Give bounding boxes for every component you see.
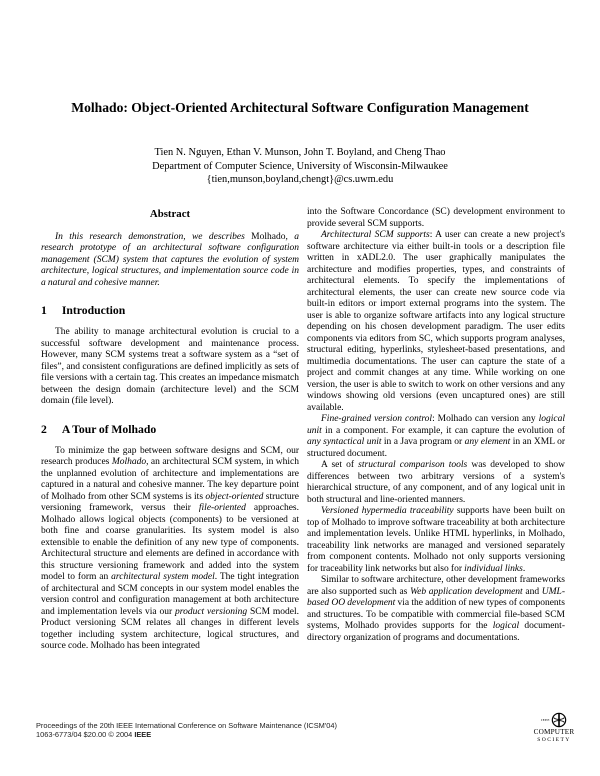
paragraph-continuation: into the Software Concordance (SC) development environment to provide several SCM supports. bbox=[307, 207, 565, 229]
copyright-footer bbox=[36, 721, 376, 739]
abstract-heading: Abstract bbox=[149, 208, 191, 220]
section-1-number: 1 bbox=[41, 304, 47, 317]
ieee-tiny-label: IEEE bbox=[541, 718, 550, 722]
footer-issn-line: 1063-6773/04 $20.00 © 2004 IEEE bbox=[36, 730, 152, 740]
paragraph-comparison-tools: A set of structural comparison tools was developed to show differences between two arbitrary versions of a system's hierarchical structure, of any component, and of any logical unit in both structural and line-oriented manners. bbox=[307, 460, 565, 505]
author-emails: {tien,munson,boyland,chengt}@cs.uwm.edu bbox=[206, 174, 394, 186]
section-1-heading bbox=[41, 304, 299, 317]
section-2-number: 2 bbox=[41, 422, 47, 436]
ieee-cs-emblem-row bbox=[521, 711, 587, 729]
paragraph-intro: The ability to manage architectural evolution is crucial to a successful software development and maintenance process. However, many SCM systems treat a software system as a “set of files”, and consistent configurations are defined implicitly as sets of file versions with a certain tag. This creates an impedance mismatch between the design domain (architecture level) and the SCM domain (file level). bbox=[41, 327, 299, 406]
ieee-cs-emblem-icon bbox=[551, 712, 567, 728]
footer-proceedings-line: Proceedings of the 20th IEEE International Conference on Software Maintenance (ICSM'04) bbox=[36, 721, 337, 730]
paragraph-traceability: Versioned hypermedia traceability supports have been built on top of Molhado to improve software traceability at both architecture and implementation levels. Unlike HTML hyperlinks, in Molhado, traceability link networks are managed and versioned separately from component contents. Molhado not only supports versioning for traceability link networks but also for individual links. bbox=[307, 506, 565, 574]
paper-title: Molhado: Object-Oriented Architectural Software Configuration Management bbox=[71, 100, 529, 115]
left-column bbox=[41, 207, 299, 653]
section-2-heading bbox=[41, 423, 299, 436]
logo-text-computer: COMPUTER bbox=[533, 728, 575, 736]
paragraph-fine-grained: Fine-grained version control: Molhado can version any logical unit in a component. For example, it can capture the evolution of any syntactical unit in a Java program or any element in an XML or structured document. bbox=[307, 414, 566, 459]
section-1-title: Introduction bbox=[61, 304, 126, 317]
abstract-text: In this research demonstration, we describes Molhado, a research prototype of an architectural software configuration management (SCM) system that captures the evolution of system architecture, logical structures, and implementation source code in a natural and cohesive manner. bbox=[41, 231, 299, 288]
author-block bbox=[0, 146, 600, 187]
author-names: Tien N. Nguyen, Ethan V. Munson, John T. Boyland, and Cheng Thao bbox=[154, 147, 446, 158]
author-affiliation: Department of Computer Science, University of Wisconsin-Milwaukee bbox=[152, 160, 448, 172]
ieee-computer-society-logo bbox=[521, 711, 587, 743]
paragraph-other-frameworks: Similar to software architecture, other development frameworks are also supported such as Web application development and UML-based OO development via the addition of new types of components and structures. To be compatible with commercial file-based SCM systems, Molhado provides supports for the logical document-directory organization of programs and documentations. bbox=[307, 575, 565, 643]
right-column bbox=[307, 207, 565, 644]
paragraph-tour: To minimize the gap between software designs and SCM, our research produces Molhado, an architectural SCM system, in which the unplanned evolution of architecture and implementations are captured in a natural and cohesive manner. The key departure point of Molhado from other SCM systems is its object-oriented structure versioning framework, versus their file-oriented approaches. Molhado allows logical objects (components) to be versioned at both fine and coarse granularities. Its system model is also extensible to enable the definition of any new type of components. Architectural structure and elements are defined in accordance with this structure versioning framework and added into the system model to form an architectural system model. The tight integration of architectural and SCM concepts in our system model enables the version control and configuration management at both architecture and implementation levels via our product versioning SCM model. Product versioning SCM relates all changes in different levels together including system architecture, logical structures, and source code. Molhado has been integrated bbox=[41, 445, 299, 651]
logo-text-society: SOCIETY bbox=[537, 736, 571, 743]
paragraph-architectural-scm: Architectural SCM supports: A user can create a new project's software architecture via either built-in tools or a description file written in xADL2.0. The user graphically manipulates the architecture and modifies properties, types, and constraints of architectural elements. To specify the implementations of architectural elements, the user can create new source code via built-in editors or import external programs into the system. The user is able to organize software artifacts into any logical structure depending on his chosen development paradigm. The user edits components via editors from SC, which supports program analyses, structural editing, hyperlinks, stylesheet-based presentations, and multimedia documentations. The user can capture the state of a project and commit changes at any time. While working on one version, the user is able to switch to work on other versions and any windows showing old versions (even uncaptured ones) are still available. bbox=[307, 230, 565, 413]
section-2-title: A Tour of Molhado bbox=[61, 422, 157, 436]
